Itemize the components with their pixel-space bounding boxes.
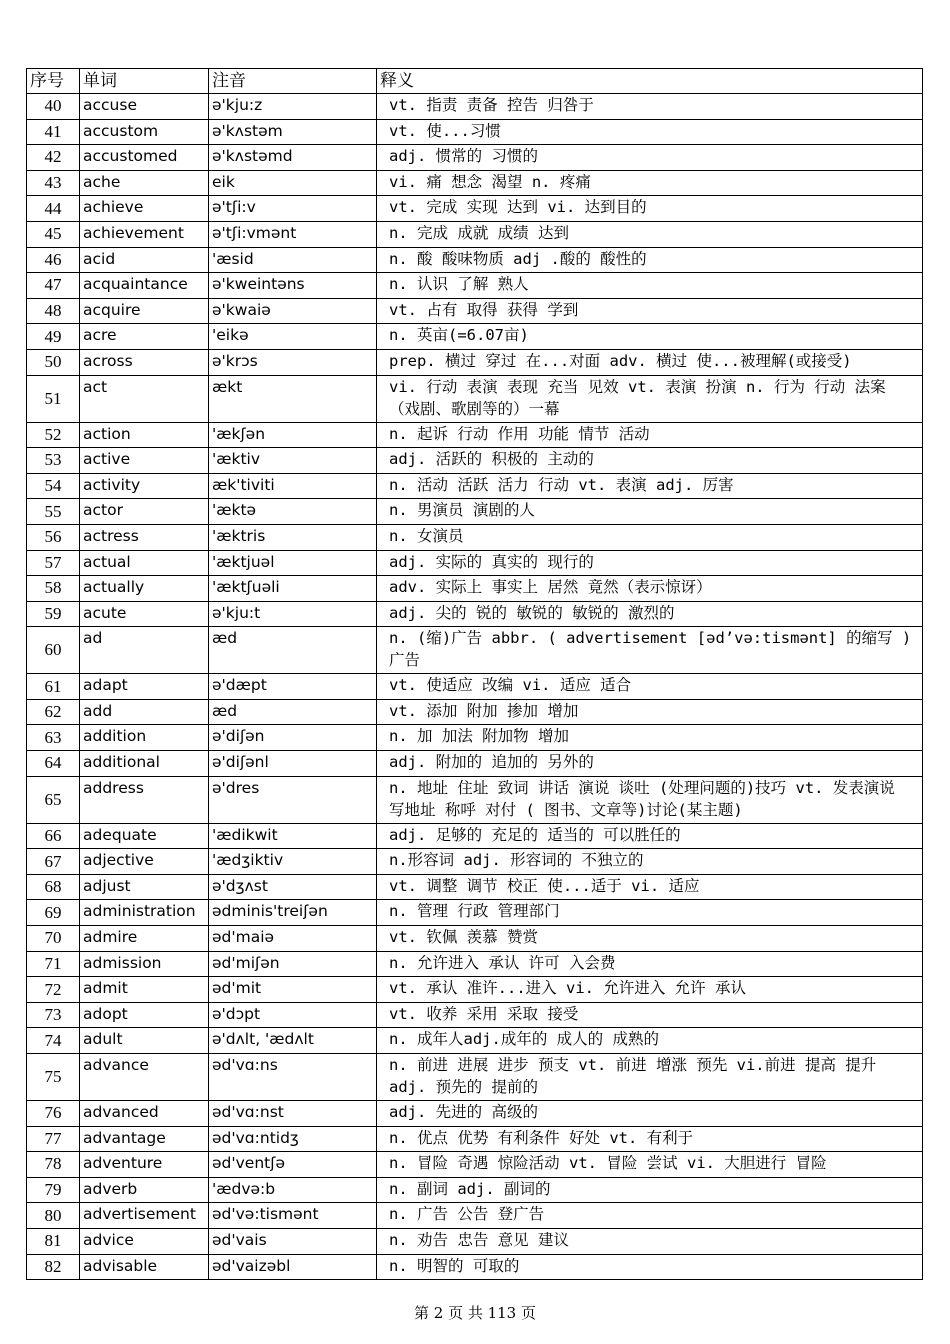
table-row	[27, 627, 923, 674]
row-number: 70	[27, 926, 80, 952]
definition-cell: n. 明智的 可取的	[377, 1254, 923, 1280]
phonetic-cell: əd'ventʃə	[209, 1152, 377, 1178]
definition-cell: n. 起诉 行动 作用 功能 情节 活动	[377, 422, 923, 448]
table-row	[27, 699, 923, 725]
table-row	[27, 1203, 923, 1229]
table-row	[27, 324, 923, 350]
table-row	[27, 776, 923, 823]
word-cell: advance	[80, 1054, 209, 1101]
row-number: 60	[27, 627, 80, 674]
table-row	[27, 273, 923, 299]
phonetic-cell: ə'dʌlt, 'ædʌlt	[209, 1028, 377, 1054]
row-number: 69	[27, 900, 80, 926]
word-cell: accuse	[80, 94, 209, 120]
row-number: 81	[27, 1228, 80, 1254]
table-row	[27, 298, 923, 324]
definition-cell: adj. 惯常的 习惯的	[377, 145, 923, 171]
table-row	[27, 94, 923, 120]
phonetic-cell: ə'dres	[209, 776, 377, 823]
table-row	[27, 926, 923, 952]
word-cell: ache	[80, 170, 209, 196]
definition-cell: vt. 调整 调节 校正 使...适于 vi. 适应	[377, 874, 923, 900]
table-row	[27, 524, 923, 550]
word-cell: action	[80, 422, 209, 448]
table-row	[27, 170, 923, 196]
phonetic-cell: ə'dʒʌst	[209, 874, 377, 900]
table-row	[27, 849, 923, 875]
phonetic-cell: 'ædʒiktiv	[209, 849, 377, 875]
phonetic-cell: eik	[209, 170, 377, 196]
definition-cell: vt. 完成 实现 达到 vi. 达到目的	[377, 196, 923, 222]
row-number: 47	[27, 273, 80, 299]
definition-cell: n. 冒险 奇遇 惊险活动 vt. 冒险 尝试 vi. 大胆进行 冒险	[377, 1152, 923, 1178]
row-number: 66	[27, 823, 80, 849]
row-number: 82	[27, 1254, 80, 1280]
table-row	[27, 448, 923, 474]
table-row	[27, 247, 923, 273]
phonetic-cell: ə'dæpt	[209, 674, 377, 700]
phonetic-cell: əd'vɑ:nst	[209, 1101, 377, 1127]
header-num: 序号	[27, 69, 80, 94]
row-number: 75	[27, 1054, 80, 1101]
table-row	[27, 1101, 923, 1127]
row-number: 52	[27, 422, 80, 448]
phonetic-cell: ə'dɔpt	[209, 1002, 377, 1028]
definition-cell: adj. 实际的 真实的 现行的	[377, 550, 923, 576]
table-row	[27, 977, 923, 1003]
word-cell: advice	[80, 1228, 209, 1254]
row-number: 55	[27, 499, 80, 525]
row-number: 54	[27, 473, 80, 499]
table-row	[27, 119, 923, 145]
table-row	[27, 196, 923, 222]
table-row	[27, 751, 923, 777]
row-number: 45	[27, 221, 80, 247]
table-row	[27, 145, 923, 171]
row-number: 67	[27, 849, 80, 875]
table-row	[27, 874, 923, 900]
phonetic-cell: əd'vaizəbl	[209, 1254, 377, 1280]
table-row	[27, 349, 923, 375]
row-number: 79	[27, 1177, 80, 1203]
row-number: 73	[27, 1002, 80, 1028]
phonetic-cell: ədminis'treiʃən	[209, 900, 377, 926]
table-row	[27, 1177, 923, 1203]
definition-cell: adj. 附加的 追加的 另外的	[377, 751, 923, 777]
table-row	[27, 550, 923, 576]
word-cell: adjust	[80, 874, 209, 900]
definition-cell: vt. 使适应 改编 vi. 适应 适合	[377, 674, 923, 700]
row-number: 61	[27, 674, 80, 700]
row-number: 43	[27, 170, 80, 196]
phonetic-cell: 'æktʃuəli	[209, 576, 377, 602]
definition-cell: vt. 承认 准许...进入 vi. 允许进入 允许 承认	[377, 977, 923, 1003]
phonetic-cell: ə'kweintəns	[209, 273, 377, 299]
word-cell: admire	[80, 926, 209, 952]
row-number: 62	[27, 699, 80, 725]
row-number: 51	[27, 375, 80, 422]
phonetic-cell: ə'kwaiə	[209, 298, 377, 324]
phonetic-cell: ə'kju:z	[209, 94, 377, 120]
word-cell: advisable	[80, 1254, 209, 1280]
word-cell: acquire	[80, 298, 209, 324]
definition-cell: n. 英亩(=6.07亩)	[377, 324, 923, 350]
table-row	[27, 725, 923, 751]
table-row	[27, 900, 923, 926]
phonetic-cell: əd'vais	[209, 1228, 377, 1254]
phonetic-cell: 'æktə	[209, 499, 377, 525]
phonetic-cell: ə'kʌstəmd	[209, 145, 377, 171]
row-number: 40	[27, 94, 80, 120]
definition-cell: n. 活动 活跃 活力 行动 vt. 表演 adj. 厉害	[377, 473, 923, 499]
header-definition: 释义	[377, 69, 923, 94]
row-number: 71	[27, 951, 80, 977]
word-cell: act	[80, 375, 209, 422]
word-cell: advantage	[80, 1126, 209, 1152]
definition-cell: vi. 行动 表演 表现 充当 见效 vt. 表演 扮演 n. 行为 行动 法案 （戏剧、歌剧等的）一幕	[377, 375, 923, 422]
row-number: 80	[27, 1203, 80, 1229]
definition-cell: vt. 占有 取得 获得 学到	[377, 298, 923, 324]
definition-cell: adv. 实际上 事实上 居然 竟然（表示惊讶）	[377, 576, 923, 602]
phonetic-cell: 'æktris	[209, 524, 377, 550]
word-cell: administration	[80, 900, 209, 926]
word-cell: across	[80, 349, 209, 375]
definition-cell: n. 广告 公告 登广告	[377, 1203, 923, 1229]
word-cell: admit	[80, 977, 209, 1003]
phonetic-cell: əd'və:tismənt	[209, 1203, 377, 1229]
phonetic-cell: əd'miʃən	[209, 951, 377, 977]
row-number: 46	[27, 247, 80, 273]
phonetic-cell: əd'maiə	[209, 926, 377, 952]
phonetic-cell: 'æktjuəl	[209, 550, 377, 576]
word-cell: advertisement	[80, 1203, 209, 1229]
table-row	[27, 473, 923, 499]
row-number: 74	[27, 1028, 80, 1054]
table-body	[27, 94, 923, 1280]
definition-cell: n. 成年人adj.成年的 成人的 成熟的	[377, 1028, 923, 1054]
phonetic-cell: ə'tʃi:v	[209, 196, 377, 222]
word-cell: adopt	[80, 1002, 209, 1028]
word-cell: adequate	[80, 823, 209, 849]
table-row	[27, 422, 923, 448]
phonetic-cell: ə'diʃənl	[209, 751, 377, 777]
definition-cell: vt. 添加 附加 掺加 增加	[377, 699, 923, 725]
row-number: 44	[27, 196, 80, 222]
word-cell: admission	[80, 951, 209, 977]
definition-cell: n. 优点 优势 有利条件 好处 vt. 有利于	[377, 1126, 923, 1152]
phonetic-cell: ə'diʃən	[209, 725, 377, 751]
phonetic-cell: ə'krɔs	[209, 349, 377, 375]
word-cell: acquaintance	[80, 273, 209, 299]
word-cell: adventure	[80, 1152, 209, 1178]
word-cell: addition	[80, 725, 209, 751]
definition-cell: adj. 足够的 充足的 适当的 可以胜任的	[377, 823, 923, 849]
table-row	[27, 951, 923, 977]
definition-cell: n.形容词 adj. 形容词的 不独立的	[377, 849, 923, 875]
row-number: 53	[27, 448, 80, 474]
definition-cell: n. 认识 了解 熟人	[377, 273, 923, 299]
row-number: 48	[27, 298, 80, 324]
word-cell: achievement	[80, 221, 209, 247]
table-row	[27, 1002, 923, 1028]
word-cell: active	[80, 448, 209, 474]
word-cell: adult	[80, 1028, 209, 1054]
table-row	[27, 221, 923, 247]
phonetic-cell: 'ækʃən	[209, 422, 377, 448]
row-number: 42	[27, 145, 80, 171]
table-row	[27, 1152, 923, 1178]
phonetic-cell: əd'mit	[209, 977, 377, 1003]
word-cell: add	[80, 699, 209, 725]
row-number: 63	[27, 725, 80, 751]
row-number: 76	[27, 1101, 80, 1127]
phonetic-cell: æk'tiviti	[209, 473, 377, 499]
table-row	[27, 601, 923, 627]
table-row	[27, 1028, 923, 1054]
table-row	[27, 823, 923, 849]
word-cell: adjective	[80, 849, 209, 875]
definition-cell: prep. 横过 穿过 在...对面 adv. 横过 使...被理解(或接受)	[377, 349, 923, 375]
definition-cell: vt. 收养 采用 采取 接受	[377, 1002, 923, 1028]
row-number: 57	[27, 550, 80, 576]
definition-cell: adj. 先进的 高级的	[377, 1101, 923, 1127]
row-number: 50	[27, 349, 80, 375]
word-cell: additional	[80, 751, 209, 777]
definition-cell: n. 允许进入 承认 许可 入会费	[377, 951, 923, 977]
header-row	[27, 69, 923, 94]
row-number: 72	[27, 977, 80, 1003]
phonetic-cell: ə'kʌstəm	[209, 119, 377, 145]
row-number: 59	[27, 601, 80, 627]
definition-cell: vi. 痛 想念 渴望 n. 疼痛	[377, 170, 923, 196]
word-cell: actress	[80, 524, 209, 550]
table-row	[27, 1054, 923, 1101]
row-number: 64	[27, 751, 80, 777]
phonetic-cell: əd'vɑ:ns	[209, 1054, 377, 1101]
definition-cell: adj. 尖的 锐的 敏锐的 敏锐的 激烈的	[377, 601, 923, 627]
word-cell: accustomed	[80, 145, 209, 171]
table-row	[27, 499, 923, 525]
definition-cell: n. 副词 adj. 副词的	[377, 1177, 923, 1203]
word-cell: acid	[80, 247, 209, 273]
word-cell: actor	[80, 499, 209, 525]
definition-cell: n. 酸 酸味物质 adj .酸的 酸性的	[377, 247, 923, 273]
word-cell: activity	[80, 473, 209, 499]
row-number: 58	[27, 576, 80, 602]
definition-cell: n. 加 加法 附加物 增加	[377, 725, 923, 751]
row-number: 49	[27, 324, 80, 350]
table-row	[27, 1228, 923, 1254]
word-cell: acre	[80, 324, 209, 350]
definition-cell: n. 地址 住址 致词 讲话 演说 谈吐 (处理问题的)技巧 vt. 发表演说 写地址 称呼 对付 ( 图书、文章等)讨论(某主题)	[377, 776, 923, 823]
header-word: 单词	[80, 69, 209, 94]
table-row	[27, 375, 923, 422]
word-cell: adapt	[80, 674, 209, 700]
phonetic-cell: 'ædikwit	[209, 823, 377, 849]
table-row	[27, 1126, 923, 1152]
table-row	[27, 576, 923, 602]
word-cell: address	[80, 776, 209, 823]
word-cell: adverb	[80, 1177, 209, 1203]
word-cell: ad	[80, 627, 209, 674]
word-cell: achieve	[80, 196, 209, 222]
table-row	[27, 674, 923, 700]
phonetic-cell: 'eikə	[209, 324, 377, 350]
definition-cell: n. 完成 成就 成绩 达到	[377, 221, 923, 247]
phonetic-cell: 'æsid	[209, 247, 377, 273]
row-number: 77	[27, 1126, 80, 1152]
definition-cell: vt. 钦佩 羡慕 赞赏	[377, 926, 923, 952]
definition-cell: vt. 指责 责备 控告 归咎于	[377, 94, 923, 120]
row-number: 68	[27, 874, 80, 900]
word-cell: acute	[80, 601, 209, 627]
definition-cell: n. 男演员 演剧的人	[377, 499, 923, 525]
phonetic-cell: əd'vɑ:ntidʒ	[209, 1126, 377, 1152]
word-cell: accustom	[80, 119, 209, 145]
header-ipa: 注音	[209, 69, 377, 94]
definition-cell: adj. 活跃的 积极的 主动的	[377, 448, 923, 474]
phonetic-cell: 'æktiv	[209, 448, 377, 474]
definition-cell: n. (缩)广告 abbr. ( advertisement [əd’və:tismənt] 的缩写 ) 广告	[377, 627, 923, 674]
phonetic-cell: æd	[209, 699, 377, 725]
definition-cell: n. 劝告 忠告 意见 建议	[377, 1228, 923, 1254]
word-cell: actually	[80, 576, 209, 602]
vocabulary-table	[26, 68, 923, 1280]
phonetic-cell: 'ædvə:b	[209, 1177, 377, 1203]
row-number: 41	[27, 119, 80, 145]
row-number: 65	[27, 776, 80, 823]
row-number: 78	[27, 1152, 80, 1178]
definition-cell: vt. 使...习惯	[377, 119, 923, 145]
table-row	[27, 1254, 923, 1280]
definition-cell: n. 管理 行政 管理部门	[377, 900, 923, 926]
row-number: 56	[27, 524, 80, 550]
definition-cell: n. 前进 进展 进步 预支 vt. 前进 增涨 预先 vi.前进 提高 提升 adj. 预先的 提前的	[377, 1054, 923, 1101]
page-footer: 第 2 页 共 113 页	[413, 1304, 536, 1322]
phonetic-cell: æd	[209, 627, 377, 674]
phonetic-cell: ə'tʃi:vmənt	[209, 221, 377, 247]
word-cell: advanced	[80, 1101, 209, 1127]
phonetic-cell: ə'kju:t	[209, 601, 377, 627]
phonetic-cell: ækt	[209, 375, 377, 422]
definition-cell: n. 女演员	[377, 524, 923, 550]
word-cell: actual	[80, 550, 209, 576]
